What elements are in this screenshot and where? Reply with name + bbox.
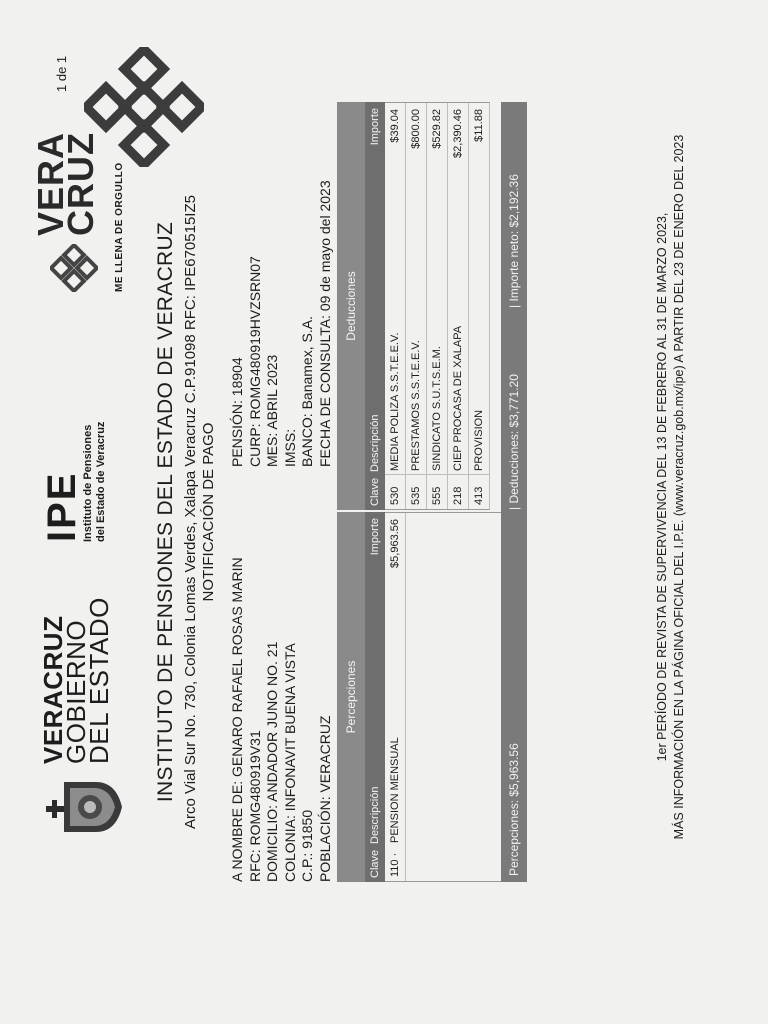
document-header bbox=[154, 162, 217, 862]
table-row bbox=[406, 103, 427, 509]
table-row bbox=[448, 103, 469, 509]
pension-info bbox=[229, 180, 334, 467]
row-descripcion: PRESTAMOS S.S.T.E.E.V. bbox=[410, 340, 422, 471]
row-clave: 110 · bbox=[389, 852, 401, 877]
beneficiary-colonia: COLONIA: INFONAVIT BUENA VISTA bbox=[281, 643, 298, 882]
pension-month: MES: ABRIL 2023 bbox=[264, 354, 280, 467]
pension-curp: CURP: ROMG480919HVZSRN07 bbox=[246, 256, 263, 467]
col-descripcion: Descripción bbox=[369, 786, 381, 844]
table-row bbox=[385, 103, 406, 509]
row-clave: 413 bbox=[469, 474, 489, 505]
percepciones-body bbox=[385, 512, 505, 882]
row-clave: 530 bbox=[385, 474, 405, 505]
document-subtitle: NOTIFICACIÓN DE PAGO bbox=[200, 422, 217, 602]
row-clave: 535 bbox=[406, 474, 426, 505]
row-clave: 555 bbox=[427, 474, 447, 505]
gobierno-veracruz-logo bbox=[34, 592, 144, 842]
footer-line-2: MÁS INFORMACIÓN EN LA PÁGINA OFICIAL DEL I.P.E. (www.veracruz.gob.mx/ipe) A PARTIR DEL 23 DE ENERO DEL 2023 bbox=[672, 134, 686, 840]
percepciones-title: Percepciones bbox=[337, 512, 365, 882]
pension-bank: BANCO: Banamex, S.A. bbox=[299, 316, 315, 467]
deducciones-header bbox=[365, 102, 385, 510]
ipe-subtitle-1: Instituto de Pensiones bbox=[82, 424, 94, 542]
beneficiary-info bbox=[229, 557, 334, 882]
table-row bbox=[469, 103, 490, 509]
footer-notice bbox=[654, 112, 688, 862]
knot-icon bbox=[50, 244, 98, 292]
row-descripcion: CIEP PROCASA DE XALAPA bbox=[452, 325, 464, 471]
pension-imss: IMSS: bbox=[281, 428, 298, 467]
row-descripcion: PENSION MENSUAL bbox=[389, 737, 401, 843]
col-clave: Clave bbox=[369, 849, 381, 878]
state-crest-icon bbox=[44, 772, 124, 842]
payment-notification-document bbox=[14, 12, 754, 1012]
col-importe: Importe bbox=[369, 108, 381, 146]
consultation-date: FECHA DE CONSULTA: 09 de mayo del 2023 bbox=[316, 180, 333, 467]
gov-wordmark bbox=[38, 597, 114, 764]
totals-bar bbox=[501, 102, 527, 882]
row-descripcion: MEDIA POLIZA S.S.T.E.E.V. bbox=[389, 332, 401, 471]
percepciones-header bbox=[365, 512, 385, 882]
col-clave: Clave bbox=[369, 477, 381, 506]
gov-line-2: GOBIERNO bbox=[61, 619, 91, 764]
col-descripcion: Descripción bbox=[369, 414, 381, 472]
decorative-knot-icon bbox=[84, 47, 204, 167]
gov-line-1: VERACRUZ bbox=[38, 615, 68, 764]
table-row bbox=[385, 513, 406, 881]
total-deducciones: | Deducciones: $3,771.20 bbox=[507, 374, 521, 510]
gov-line-3: DEL ESTADO bbox=[84, 597, 114, 764]
vera-line-1: VERA bbox=[30, 131, 71, 236]
beneficiary-cp: C.P.: 91850 bbox=[299, 809, 315, 882]
row-importe: $2,390.46 bbox=[452, 109, 464, 158]
beneficiary-rfc: RFC: ROMG480919V31 bbox=[246, 730, 263, 882]
vera-line-2: CRUZ bbox=[60, 132, 101, 236]
row-importe: $11.88 bbox=[473, 109, 485, 142]
institute-title: INSTITUTO DE PENSIONES DEL ESTADO DE VERACRUZ bbox=[154, 221, 177, 803]
ipe-logo bbox=[42, 322, 132, 542]
col-importe: Importe bbox=[369, 518, 381, 556]
institute-address: Arco Vial Sur No. 730, Colonia Lomas Verdes, Xalapa Veracruz C.P.91098 RFC: IPE670515IZ5 bbox=[182, 195, 199, 829]
row-descripcion: SINDICATO S.U.T.S.E.M. bbox=[431, 346, 443, 471]
percepciones-table bbox=[337, 512, 505, 882]
page-number: 1 de 1 bbox=[54, 55, 69, 92]
row-importe: $5,963.56 bbox=[389, 519, 401, 568]
deducciones-title: Deducciones bbox=[337, 102, 365, 510]
ipe-subtitle-2: del Estado de Veracruz bbox=[95, 421, 107, 542]
row-descripcion: PROVISION bbox=[473, 409, 485, 471]
total-neto: | Importe neto: $2,192.36 bbox=[507, 174, 521, 308]
table-row bbox=[427, 103, 448, 509]
ipe-wordmark: IPE bbox=[40, 471, 84, 542]
total-percepciones: Percepciones: $5,963.56 bbox=[507, 743, 521, 876]
vera-slogan: ME LLENA DE ORGULLO bbox=[114, 162, 125, 292]
row-importe: $39.04 bbox=[389, 109, 401, 143]
beneficiary-domicilio: DOMICILIO: ANDADOR JUNO NO. 21 bbox=[264, 641, 280, 882]
row-importe: $800.00 bbox=[410, 109, 422, 149]
pension-number: PENSIÓN: 18904 bbox=[229, 357, 245, 467]
deducciones-body bbox=[385, 102, 490, 510]
deducciones-table bbox=[337, 102, 490, 510]
row-importe: $529.82 bbox=[431, 109, 443, 149]
beneficiary-poblacion: POBLACIÓN: VERACRUZ bbox=[316, 715, 333, 882]
beneficiary-name: A NOMBRE DE: GENARO RAFAEL ROSAS MARIN bbox=[229, 557, 245, 882]
footer-line-1: 1er PERÍODO DE REVISTA DE SUPERVIVENCIA DEL 13 DE FEBRERO AL 31 DE MARZO 2023, bbox=[655, 212, 669, 762]
row-clave: 218 bbox=[448, 474, 468, 505]
